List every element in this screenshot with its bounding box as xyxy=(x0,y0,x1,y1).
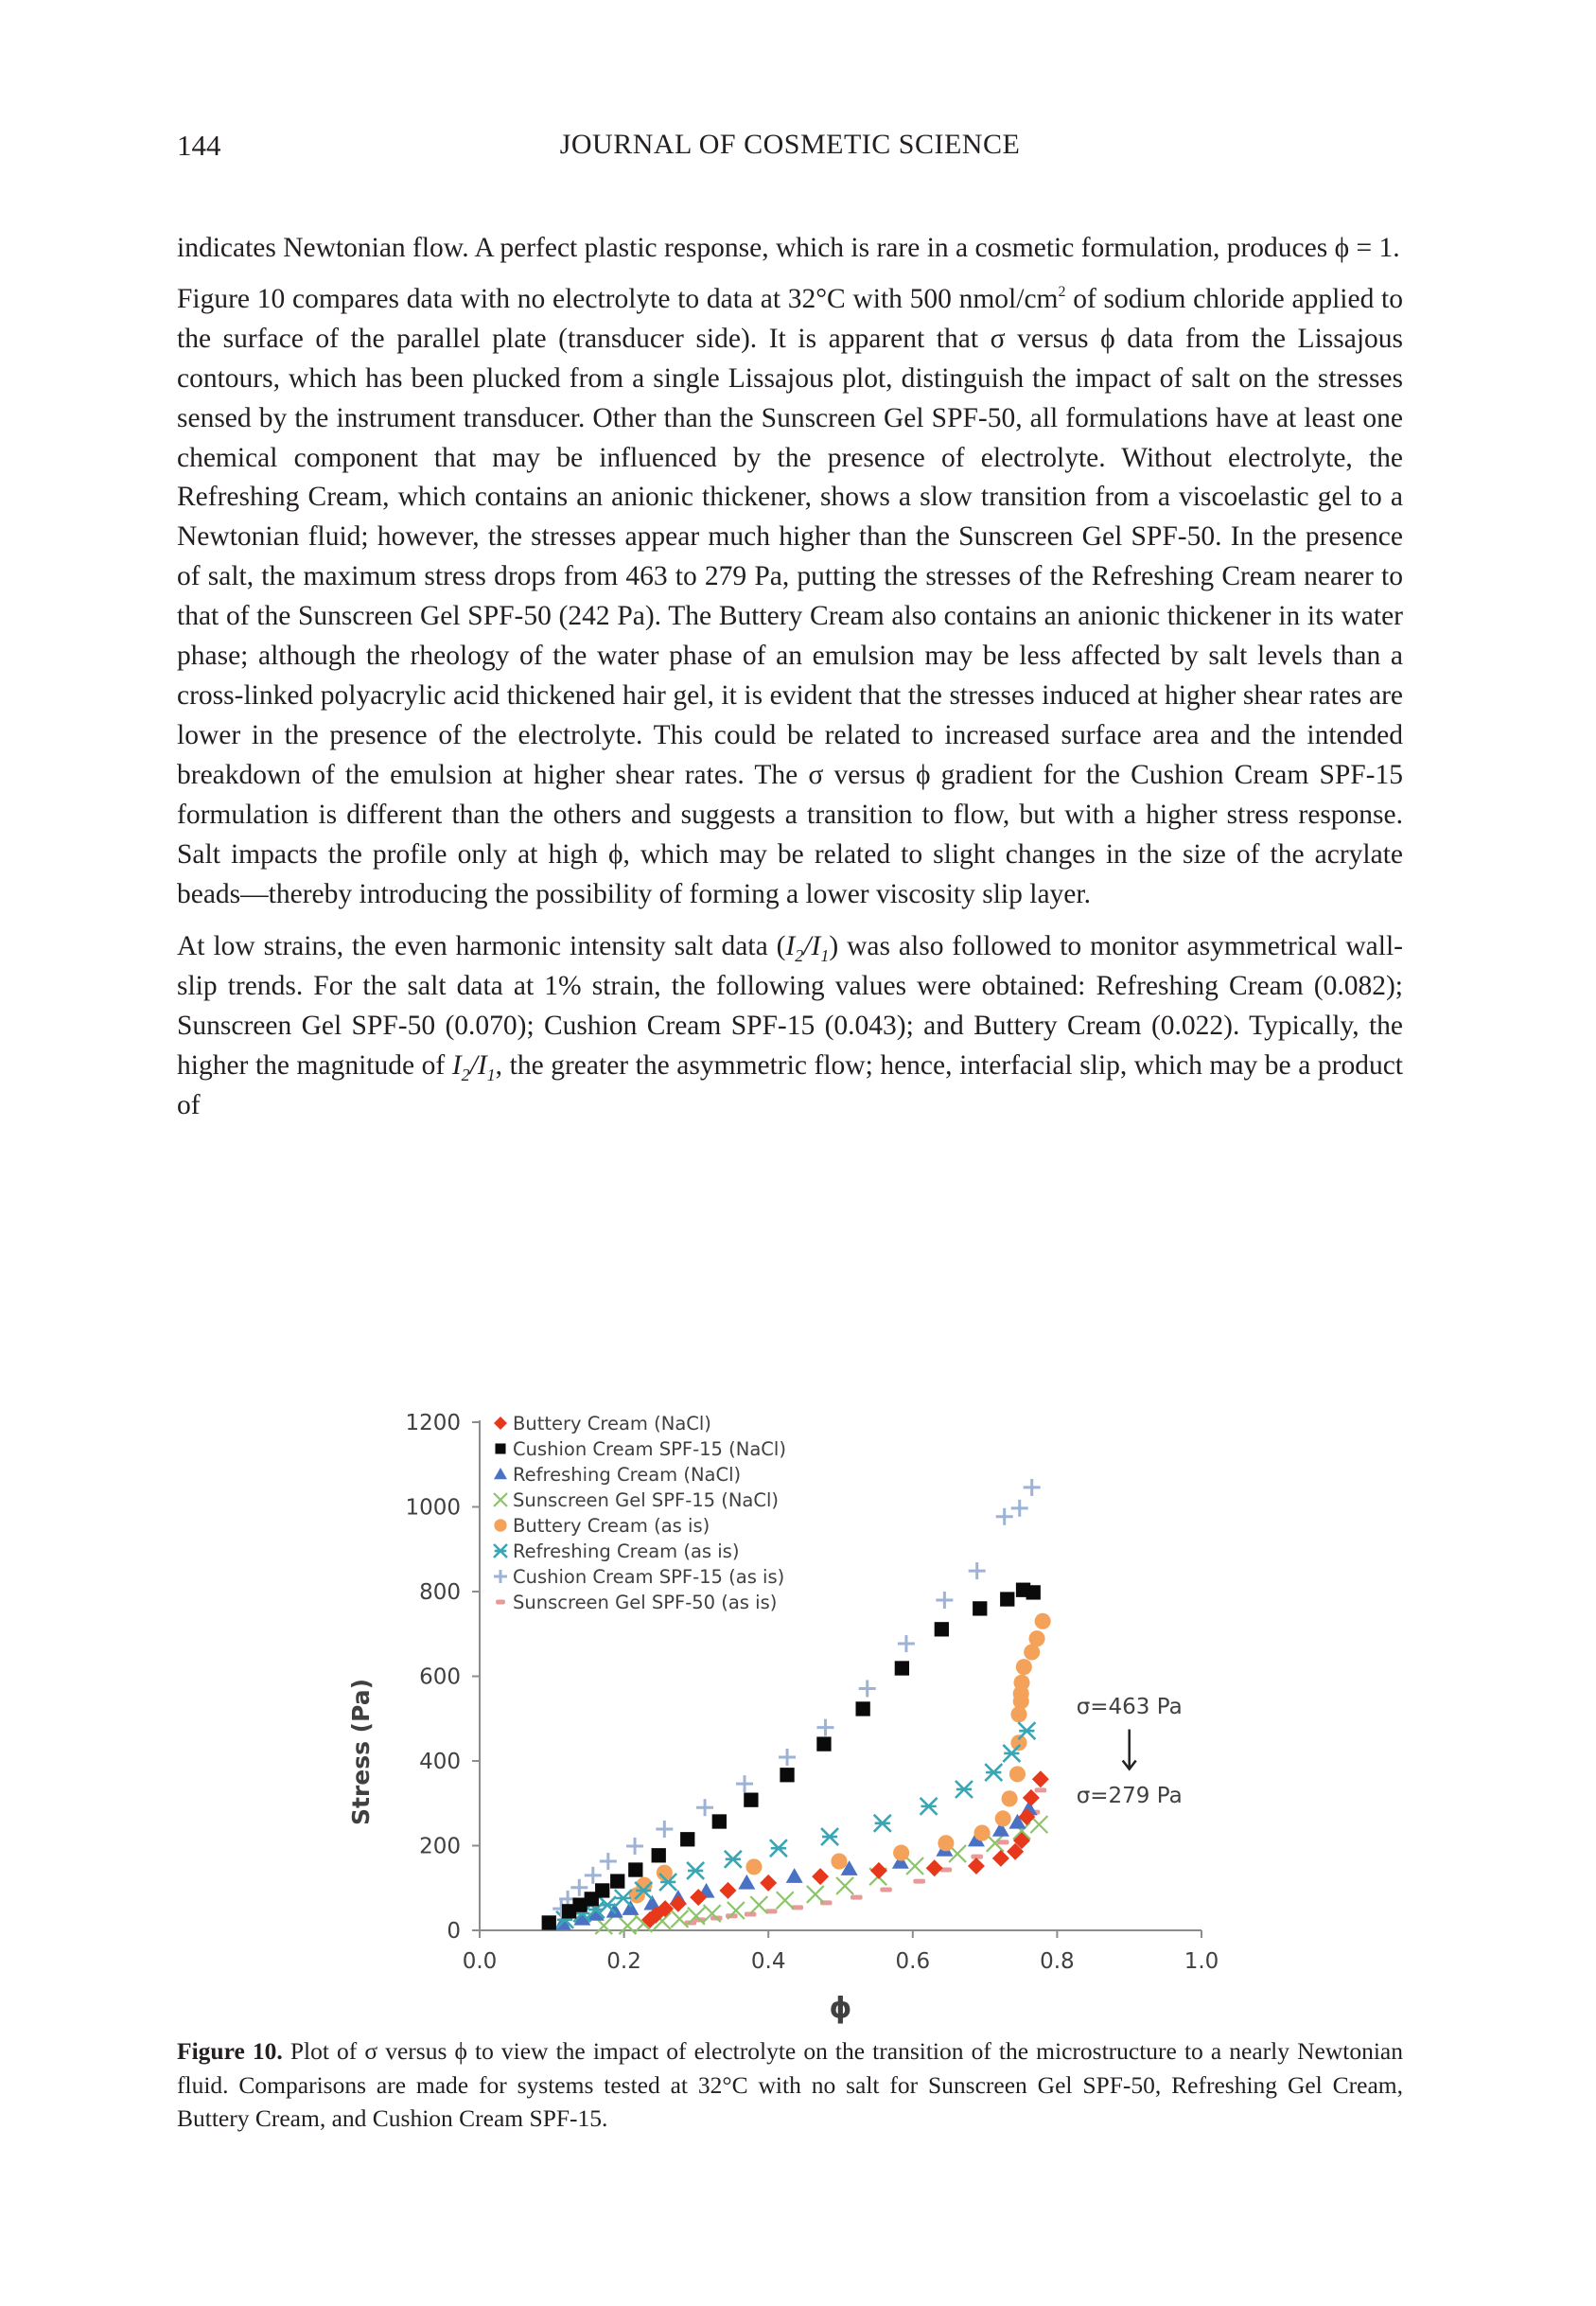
data-point xyxy=(1009,1766,1026,1782)
paragraph-text: At low strains, the even harmonic intensity salt data ( xyxy=(177,931,786,962)
data-point xyxy=(893,1845,909,1861)
page-number: 144 xyxy=(177,129,221,162)
scatter-plot xyxy=(341,1410,1249,2034)
data-point xyxy=(956,1781,973,1798)
arrow-down-icon xyxy=(1123,1730,1136,1769)
y-tick-label: 1200 xyxy=(405,1411,461,1435)
data-point xyxy=(995,1810,1011,1826)
paragraph-text: of sodium chloride applied to the surface of the parallel plate (transducer side). It is apparent that σ versus ϕ data from the Lissajous contours, which has been plucked from a single Lissajous plot, distinguish the impact of salt on the stresses sensed by the instrument transducer. Other than the Sunscreen Gel SPF-50, all formulations have at least one chemical component that may be influenced by the presence of electrolyte. Without electrolyte, the Refreshing Cream, which contains an anionic thickener, shows a slow transition from a viscoelastic gel to a Newtonian fluid; however, the stresses appear much higher than the Sunscreen Gel SPF-50. In the presence of salt, the maximum stress drops from 463 to 279 Pa, putting the stresses of the Refreshing Cream nearer to that of the Sunscreen Gel SPF-50 (242 Pa). The Buttery Cream also contains an anionic thickener in its water phase; although the rheology of the water phase of an emulsion may be less affected by salt levels than a cross-linked polyacrylic acid thickened hair gel, it is evident that the stresses induced at higher shear rates are lower in the presence of the electrolyte. This could be related to increased surface area and the intended breakdown of the emulsion at higher shear rates. The σ versus ϕ gradient for the Cushion Cream SPF-15 formulation is different than the others and suggests a transition to flow, but with a higher stress response. Salt impacts the profile only at high ϕ, which may be related to slight changes in the size of the acrylate beads—thereby introducing the possibility of forming a lower viscosity slip layer. xyxy=(177,283,1404,909)
series-refreshing-cream-as-is xyxy=(556,1722,1035,1928)
data-point xyxy=(851,1895,863,1900)
data-point xyxy=(921,1798,938,1815)
x-tick-label: 0.2 xyxy=(606,1949,641,1974)
data-point xyxy=(626,1838,643,1855)
y-tick-label: 1000 xyxy=(405,1495,461,1521)
figure-label: Figure 10. xyxy=(177,2037,283,2065)
annotation-label: σ=279 Pa xyxy=(1076,1783,1183,1808)
data-point xyxy=(779,1749,796,1766)
data-point xyxy=(816,1736,831,1751)
figure-caption xyxy=(177,2034,1403,2136)
data-point xyxy=(969,1562,986,1579)
data-point xyxy=(760,1875,777,1892)
data-point xyxy=(812,1868,829,1885)
data-point xyxy=(1035,1613,1051,1629)
data-point xyxy=(542,1915,556,1929)
data-point xyxy=(619,1917,636,1934)
data-point xyxy=(786,1868,803,1883)
x-tick-label: 0.4 xyxy=(750,1949,786,1974)
x-tick-label: 0.0 xyxy=(462,1949,498,1974)
y-tick-label: 600 xyxy=(419,1664,461,1690)
y-tick-label: 800 xyxy=(419,1580,461,1605)
x-tick-label: 0.6 xyxy=(895,1949,931,1974)
data-point xyxy=(738,1875,755,1890)
data-point xyxy=(1032,1770,1049,1787)
data-point xyxy=(696,1799,713,1816)
data-point xyxy=(996,1508,1013,1525)
legend-label: Cushion Cream SPF-15 (as is) xyxy=(513,1566,785,1588)
data-point xyxy=(780,1768,794,1782)
legend xyxy=(494,1413,786,1613)
data-point xyxy=(898,1635,915,1652)
data-point xyxy=(936,1592,953,1609)
superscript: 2 xyxy=(1058,283,1066,300)
data-point xyxy=(856,1701,870,1716)
legend-marker xyxy=(494,1417,507,1430)
data-point xyxy=(831,1854,847,1870)
data-point xyxy=(652,1848,666,1862)
paragraph-text: Figure 10 compares data with no electrolyte to data at 32°C with 500 nmol/cm xyxy=(177,283,1059,314)
ratio-symbol: $I_2/I_1$ xyxy=(785,931,830,966)
data-point xyxy=(992,1850,1009,1867)
paragraph-text: , the greater the asymmetric flow; hence, interfacial slip, which may be a product of xyxy=(177,1050,1403,1121)
x-tick-label: 1.0 xyxy=(1184,1949,1219,1974)
data-point xyxy=(1003,1745,1020,1762)
data-point xyxy=(1035,1787,1047,1792)
data-point xyxy=(712,1814,727,1828)
series-sunscreen-gel-spf-50-as-is xyxy=(684,1787,1046,1925)
data-point xyxy=(913,1879,925,1884)
data-point xyxy=(595,1883,609,1897)
data-point xyxy=(973,1825,990,1841)
paragraph xyxy=(177,927,1403,1126)
data-point xyxy=(1024,1479,1041,1496)
data-point xyxy=(745,1858,762,1875)
data-point xyxy=(719,1882,736,1899)
data-point xyxy=(750,1896,767,1913)
data-point xyxy=(744,1793,758,1807)
data-point xyxy=(968,1857,985,1875)
figure-10-chart xyxy=(341,1410,1249,2034)
legend-marker xyxy=(494,1468,507,1479)
running-head: JOURNAL OF COSMETIC SCIENCE xyxy=(559,129,1021,160)
page-header xyxy=(177,129,1403,167)
data-point xyxy=(736,1775,753,1792)
data-point xyxy=(874,1815,891,1832)
legend-label: Buttery Cream (as is) xyxy=(513,1515,710,1537)
x-tick-label: 0.8 xyxy=(1040,1949,1075,1974)
data-point xyxy=(1000,1592,1014,1606)
y-tick-label: 200 xyxy=(419,1834,461,1859)
paragraph-text: ) was also followed to monitor asymmetrical wall-slip trends. For the salt data at 1% strain, the following values were obtained: Refreshing Cream (0.082); Sunscreen Gel SPF-50 (0.070); Cushion Cream SPF-15 (0.043); and Buttery Cream (0.022). Typically, the higher the magnitude of xyxy=(177,931,1403,1082)
data-point xyxy=(938,1835,954,1851)
data-point xyxy=(895,1661,909,1675)
annotations xyxy=(1077,1695,1183,1808)
data-point xyxy=(973,1601,987,1615)
data-point xyxy=(1018,1722,1035,1739)
data-point xyxy=(680,1832,694,1846)
data-point xyxy=(628,1862,642,1876)
data-point xyxy=(599,1896,616,1913)
data-point xyxy=(1016,1659,1032,1675)
x-axis-label: ϕ xyxy=(829,1992,852,2025)
data-point xyxy=(906,1857,923,1875)
legend-label: Refreshing Cream (NaCl) xyxy=(513,1464,742,1486)
legend-label: Buttery Cream (NaCl) xyxy=(513,1413,711,1435)
legend-label: Refreshing Cream (as is) xyxy=(513,1540,740,1562)
data-point xyxy=(770,1840,787,1857)
data-point xyxy=(807,1886,824,1903)
data-point xyxy=(1011,1500,1028,1517)
data-point xyxy=(610,1874,624,1888)
data-point xyxy=(1010,1734,1026,1751)
y-tick-label: 400 xyxy=(419,1750,461,1774)
legend-marker xyxy=(494,1570,507,1583)
y-tick-label: 0 xyxy=(447,1919,461,1944)
data-point xyxy=(725,1851,742,1868)
data-point xyxy=(687,1862,704,1879)
paragraph xyxy=(177,280,1403,915)
data-point xyxy=(777,1892,794,1909)
paragraph: indicates Newtonian flow. A perfect plastic response, which is rare in a cosmetic formulation, produces ϕ = 1. xyxy=(177,233,1400,263)
data-point xyxy=(600,1853,617,1870)
legend-marker xyxy=(495,1443,505,1453)
legend-label: Sunscreen Gel SPF-15 (NaCl) xyxy=(513,1489,780,1511)
y-axis-label: Stress (Pa) xyxy=(347,1678,375,1826)
data-point xyxy=(870,1862,887,1879)
legend-marker xyxy=(494,1519,506,1531)
data-point xyxy=(816,1719,833,1736)
data-point xyxy=(836,1877,853,1894)
annotation-label: σ=463 Pa xyxy=(1076,1694,1183,1719)
legend-marker xyxy=(494,1544,507,1558)
data-point xyxy=(1001,1790,1017,1806)
legend-marker xyxy=(496,1600,505,1605)
legend-label: Cushion Cream SPF-15 (NaCl) xyxy=(513,1438,786,1460)
data-point xyxy=(1026,1585,1041,1599)
series-refreshing-cream-nacl xyxy=(554,1801,1038,1930)
data-point xyxy=(859,1680,876,1697)
data-point xyxy=(671,1910,688,1928)
data-point xyxy=(585,1867,602,1884)
legend-marker xyxy=(494,1493,507,1506)
data-point xyxy=(985,1764,1002,1781)
data-point xyxy=(656,1821,673,1838)
data-point xyxy=(1028,1630,1044,1646)
data-point xyxy=(926,1859,943,1876)
data-point xyxy=(615,1890,632,1907)
series-buttery-cream-as-is xyxy=(629,1613,1051,1904)
data-point xyxy=(821,1828,838,1845)
body-text xyxy=(177,229,1403,1139)
caption-text: Plot of σ versus ϕ to view the impact of electrolyte on the transition of the microstructure to a nearly Newtonian fluid. Comparisons are made for systems tested at 32°C with no salt for Sunscreen Gel SPF-50, Refreshing Gel Cream, Buttery Cream, and Cushion Cream SPF-15. xyxy=(177,2037,1403,2132)
data-point xyxy=(935,1622,949,1636)
data-point xyxy=(1013,1675,1029,1691)
legend-label: Sunscreen Gel SPF-50 (as is) xyxy=(513,1592,778,1613)
ratio-symbol: $I_2/I_1$ xyxy=(451,1050,496,1085)
data-point xyxy=(880,1888,892,1892)
